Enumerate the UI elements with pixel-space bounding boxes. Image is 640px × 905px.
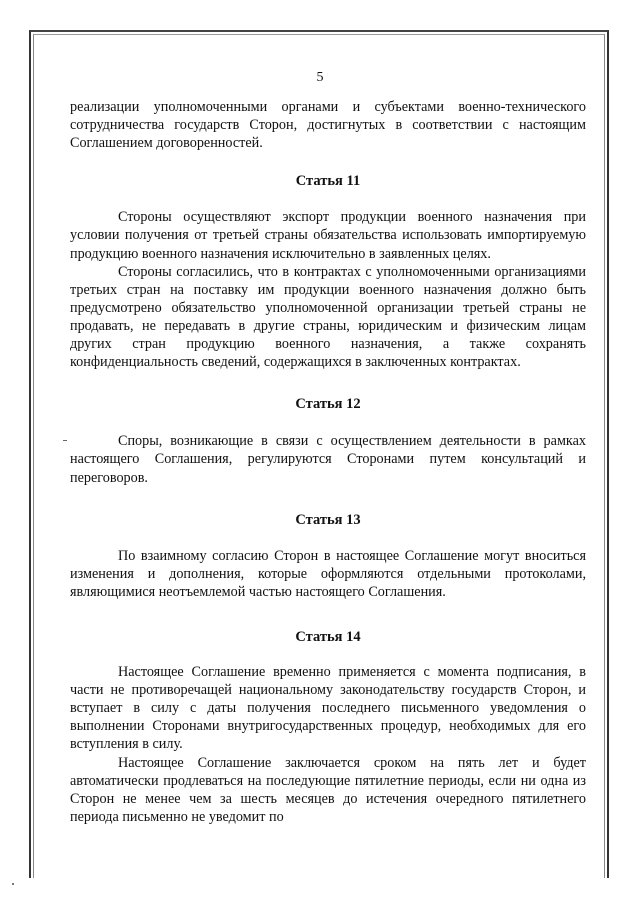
- article-12: [70, 395, 586, 486]
- article-paragraph: Стороны согласились, что в контрактах с уполномоченными организациями третьих стран на поставку им продукции военного назначения должно быть предусмотрено обязательство уполномоченной организации третьей страны не продавать, не передавать в другие страны, юридическим и физическим лицам других стран продукцию военного назначения, а также сохранять конфиденциальность сведений, содержащихся в заключенных контрактах.: [70, 263, 586, 371]
- article-14: [70, 628, 586, 826]
- article-paragraph: Настоящее Соглашение заключается сроком на пять лет и будет автоматически продлеваться на последующие пятилетние периоды, если ни одна из Сторон не менее чем за шесть месяцев до истечения очередного пятилетнего периода письменно не уведомит по: [70, 754, 586, 825]
- article-heading: Статья 14: [295, 628, 361, 645]
- scan-speck-corner: [12, 883, 14, 885]
- article-paragraph: Споры, возникающие в связи с осуществлением деятельности в рамках настоящего Соглашения, регулируются Сторонами путем консультаций и переговоров.: [70, 433, 586, 486]
- page-number: 5: [316, 70, 324, 85]
- article-heading: Статья 12: [295, 396, 361, 413]
- scan-speck: [63, 440, 67, 441]
- article-heading: Статья 11: [295, 173, 361, 190]
- article-paragraph: Стороны осуществляют экспорт продукции военного назначения при условии получения от третьей страны обязательства использовать импортируемую продукцию военного назначения исключительно в заявленных целях.: [70, 209, 586, 262]
- intro-paragraph: реализации уполномоченными органами и субъектами военно-технического сотрудничества государств Сторон, достигнутых в соответствии с настоящим Соглашением договоренностей.: [70, 99, 586, 152]
- article-11: [70, 172, 586, 371]
- article-paragraph: По взаимному согласию Сторон в настоящее Соглашение могут вноситься изменения и дополнения, которые оформляются отдельными протоколами, являющимися неотъемлемой частью настоящего Соглашения.: [70, 547, 586, 600]
- article-13: [70, 511, 586, 601]
- document-body: [70, 98, 586, 826]
- article-paragraph: Настоящее Соглашение временно применяется с момента подписания, в части не противоречащей национальному законодательству государств Сторон, и вступает в силу с даты получения последнего письменного уведомления о выполнении Сторонами внутригосударственных процедур, необходимых для его вступления в силу.: [70, 664, 586, 753]
- article-heading: Статья 13: [295, 511, 361, 528]
